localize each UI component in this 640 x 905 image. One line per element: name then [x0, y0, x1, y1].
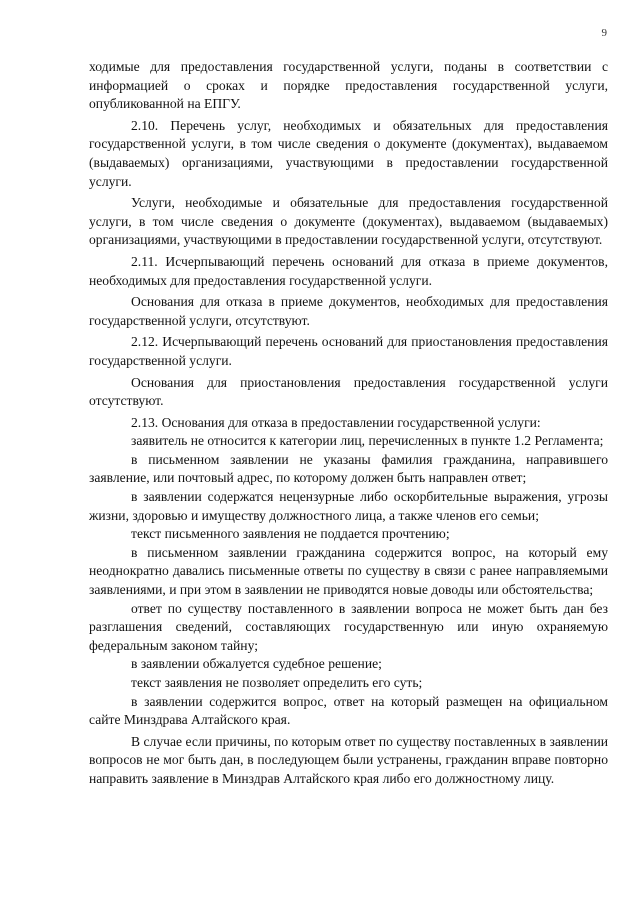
list-item: в заявлении содержится вопрос, ответ на который размещен на официальном сайте Минздрава Алтайского края. — [89, 693, 608, 728]
page-number: 9 — [601, 27, 607, 39]
paragraph-refusal-grounds-absent: Основания для отказа в приеме документов, необходимых для предоставления государственной услуги, отсутствуют. — [89, 294, 608, 328]
list-item: в письменном заявлении не указаны фамилия гражданина, направившего заявление, или почтовый адрес, по которому должен быть направлен ответ; — [89, 451, 608, 486]
list-item: ответ по существу поставленного в заявлении вопроса не может быть дан без разглашения сведений, составляющих государственную или иную охраняемую федеральным законом тайну; — [89, 600, 608, 653]
paragraph-continuation: ходимые для предоставления государственной услуги, поданы в соответствии с информацией о сроках и порядке предоставления государственной услуги, опубликованной на ЕПГУ. — [89, 59, 608, 112]
document-body — [89, 58, 608, 792]
list-item: заявитель не относится к категории лиц, перечисленных в пункте 1.2 Регламента; — [131, 433, 604, 449]
list-item: текст письменного заявления не поддается прочтению; — [131, 526, 450, 542]
list-item: в заявлении содержатся нецензурные либо оскорбительные выражения, угрозы жизни, здоровью и имуществу должностного лица, а также членов его семьи; — [89, 489, 608, 523]
paragraph-suspension-grounds-absent: Основания для приостановления предоставления государственной услуги отсутствуют. — [89, 374, 608, 409]
list-item: в письменном заявлении гражданина содержится вопрос, на который ему неоднократно давались письменные ответы по существу в связи с ранее направляемыми заявлениями, и при этом в заявлении не приводятся новые доводы или обстоятельства; — [89, 544, 608, 598]
paragraph-2-12: 2.12. Исчерпывающий перечень оснований для приостановления предоставления государственной услуги. — [89, 334, 608, 368]
list-item: текст заявления не позволяет определить его суть; — [131, 675, 423, 690]
paragraph-2-13: 2.13. Основания для отказа в предоставлении государственной услуги: — [131, 414, 541, 430]
list-item: в заявлении обжалуется судебное решение; — [131, 656, 382, 672]
paragraph-2-10: 2.10. Перечень услуг, необходимых и обязательных для предоставления государственной услуги, в том числе сведения о документе (документах), выдаваемом (выдаваемых) организациями, участвующими в предоставлении государственной услуги. — [89, 117, 608, 189]
paragraph-2-11: 2.11. Исчерпывающий перечень оснований для отказа в приеме документов, необходимых для предоставления государственной услуги. — [89, 253, 608, 288]
paragraph-resubmission: В случае если причины, по которым ответ по существу поставленных в заявлении вопросов не мог быть дан, в последующем были устранены, гражданин вправе повторно направить заявление в Минздрав Алтайского края либо его должностному лицу. — [89, 733, 608, 786]
paragraph-services-absent: Услуги, необходимые и обязательные для предоставления государственной услуги, в том числе сведения о документе (документах), выдаваемом (выдаваемых) организациями, участвующими в предоставлении государственной услуги, отсутствуют. — [89, 195, 608, 248]
